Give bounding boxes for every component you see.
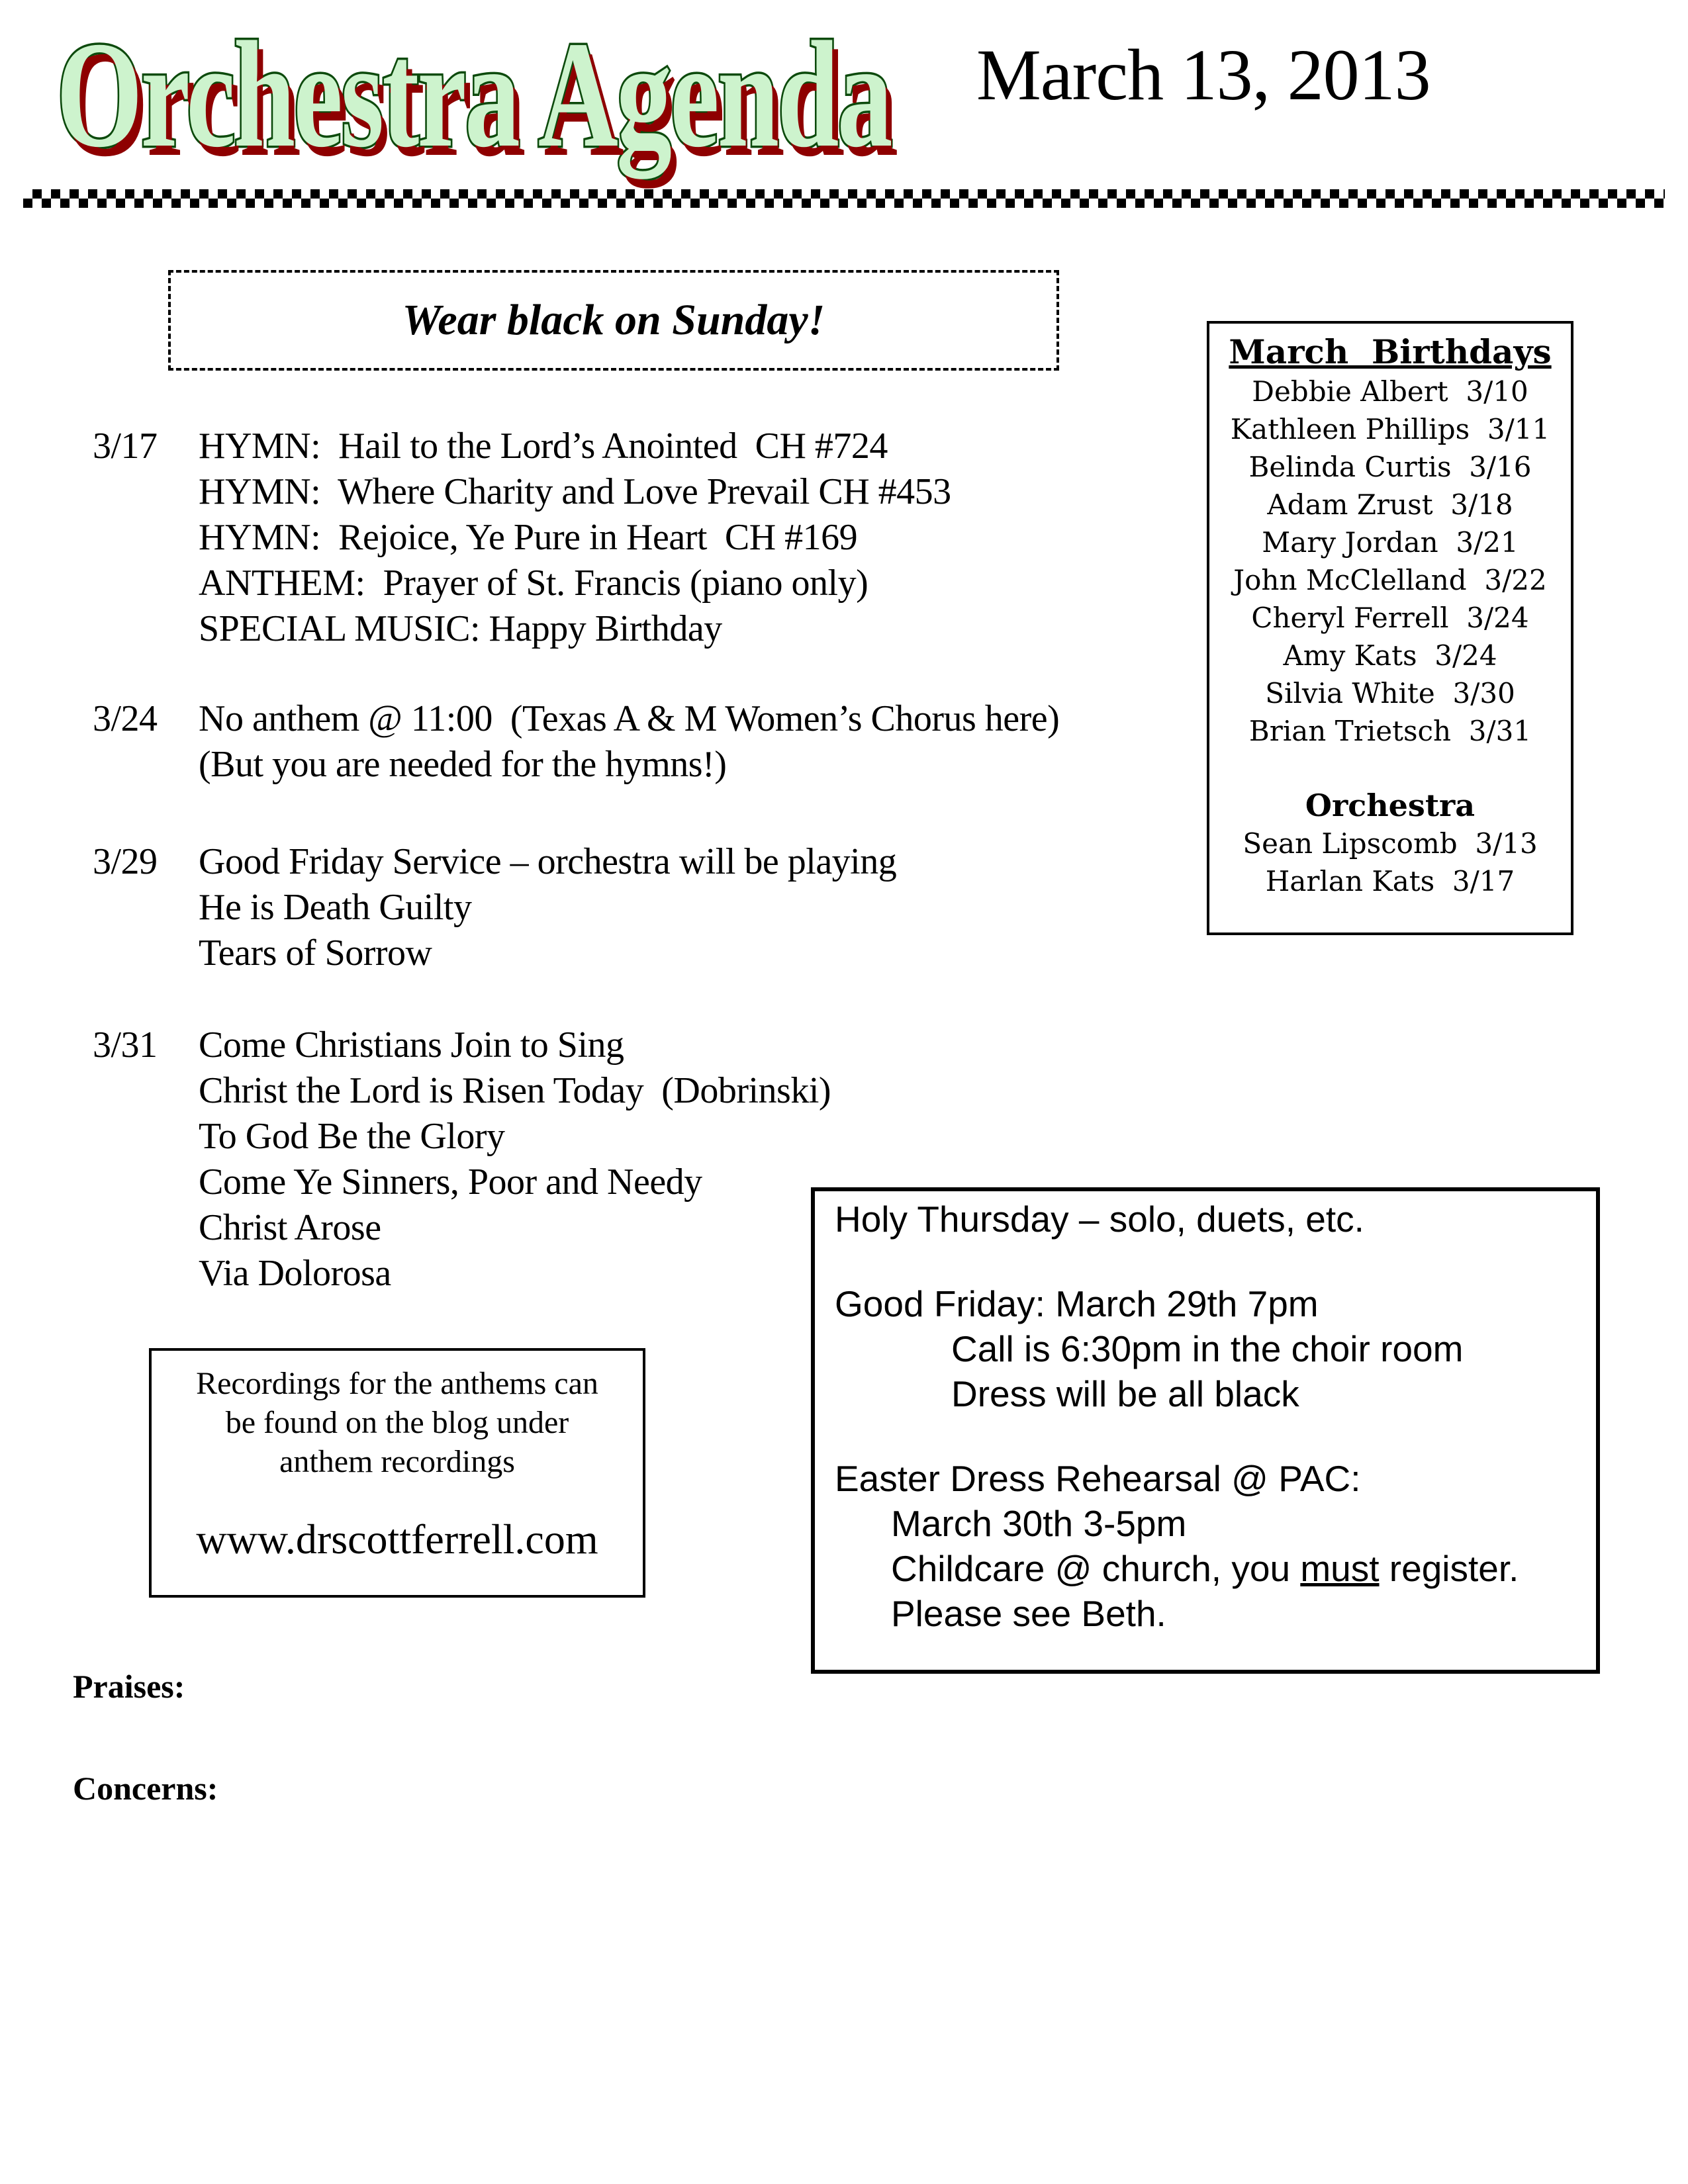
agenda-line: Come Christians Join to Sing	[199, 1024, 624, 1066]
birthday-entry: Amy Kats 3/24	[1283, 639, 1497, 672]
checkerboard-divider	[23, 189, 1665, 208]
recordings-line: anthem recordings	[279, 1444, 515, 1479]
agenda-line: He is Death Guilty	[199, 887, 472, 928]
recordings-url: www.drscottferrell.com	[196, 1516, 598, 1563]
recordings-box	[149, 1348, 645, 1598]
notes-box	[811, 1187, 1600, 1674]
agenda-date: 3/17	[93, 426, 158, 467]
agenda-line: To God Be the Glory	[199, 1116, 505, 1157]
birthday-entry: Silvia White 3/30	[1265, 677, 1515, 709]
notes-please-see: Please see Beth.	[891, 1593, 1166, 1634]
agenda-lines	[199, 696, 1231, 788]
notes-childcare-suffix: register.	[1379, 1548, 1519, 1589]
agenda-line: Via Dolorosa	[199, 1253, 391, 1294]
notes-spacer	[835, 1242, 1596, 1281]
agenda-line: Christ Arose	[199, 1207, 381, 1248]
birthday-entry: John McClelland 3/22	[1233, 564, 1547, 596]
agenda-date: 3/24	[93, 698, 158, 739]
birthday-entry: Kathleen Phillips 3/11	[1230, 413, 1550, 445]
notes-easter-time: March 30th 3-5pm	[891, 1503, 1187, 1544]
notes-childcare-prefix: Childcare @ church, you	[891, 1548, 1301, 1589]
birthday-entry: Brian Trietsch 3/31	[1248, 715, 1532, 747]
agenda-lines	[199, 424, 1231, 652]
agenda-line: SPECIAL MUSIC: Happy Birthday	[199, 608, 722, 649]
agenda-line: ANTHEM: Prayer of St. Francis (piano only)	[199, 563, 868, 604]
birthday-entry: Harlan Kats 3/17	[1265, 865, 1515, 897]
agenda-date: 3/31	[93, 1024, 158, 1066]
agenda-line: Tears of Sorrow	[199, 933, 432, 974]
birthday-entry: Debbie Albert 3/10	[1252, 375, 1528, 408]
agenda-line: HYMN: Where Charity and Love Prevail CH #453	[199, 471, 951, 512]
birthdays-box	[1207, 321, 1573, 935]
notes-easter-title: Easter Dress Rehearsal @ PAC:	[835, 1458, 1361, 1499]
agenda-line: Good Friday Service – orchestra will be playing	[199, 841, 897, 882]
agenda-block-3-17	[93, 424, 1231, 652]
birthday-entry: Mary Jordan 3/21	[1262, 526, 1519, 559]
notes-childcare-line	[891, 1546, 1596, 1591]
notes-spacer	[835, 1416, 1596, 1456]
notes-holy-thursday: Holy Thursday – solo, duets, etc.	[835, 1199, 1364, 1240]
birthday-entry: Adam Zrust 3/18	[1267, 488, 1513, 521]
notes-good-friday: Good Friday: March 29th 7pm	[835, 1283, 1319, 1324]
notes-good-friday-dress: Dress will be all black	[951, 1373, 1299, 1414]
agenda-line: No anthem @ 11:00 (Texas A & M Women’s Chorus here)	[199, 698, 1060, 739]
birthday-entry: Belinda Curtis 3/16	[1248, 451, 1532, 483]
birthdays-title: March Birthdays	[1229, 332, 1552, 371]
page-title: Orchestra Agenda	[56, 10, 891, 179]
praises-label: Praises:	[73, 1668, 185, 1705]
agenda-line: Come Ye Sinners, Poor and Needy	[199, 1161, 702, 1203]
birthday-entry: Cheryl Ferrell 3/24	[1251, 602, 1529, 634]
agenda-line: HYMN: Rejoice, Ye Pure in Heart CH #169	[199, 517, 858, 558]
agenda-date: 3/29	[93, 841, 158, 882]
agenda-lines	[199, 839, 1231, 976]
banner-text: Wear black on Sunday!	[402, 296, 825, 344]
recordings-line: be found on the blog under	[225, 1405, 569, 1440]
agenda-line: (But you are needed for the hymns!)	[199, 744, 727, 785]
agenda-line: Christ the Lord is Risen Today (Dobrinski)	[199, 1070, 831, 1111]
birthdays-spacer	[1209, 750, 1571, 787]
birthdays-orchestra-title: Orchestra	[1305, 788, 1476, 823]
recordings-line: Recordings for the anthems can	[196, 1366, 598, 1401]
agenda-line: HYMN: Hail to the Lord’s Anointed CH #724	[199, 426, 888, 467]
notes-childcare-underlined: must	[1300, 1548, 1380, 1589]
banner-box	[168, 270, 1059, 371]
concerns-label: Concerns:	[73, 1770, 218, 1807]
agenda-block-3-29	[93, 839, 1231, 976]
birthday-entry: Sean Lipscomb 3/13	[1243, 827, 1538, 860]
header-date: March 13, 2013	[976, 34, 1430, 115]
notes-good-friday-call: Call is 6:30pm in the choir room	[951, 1328, 1464, 1369]
agenda-block-3-24	[93, 696, 1231, 788]
